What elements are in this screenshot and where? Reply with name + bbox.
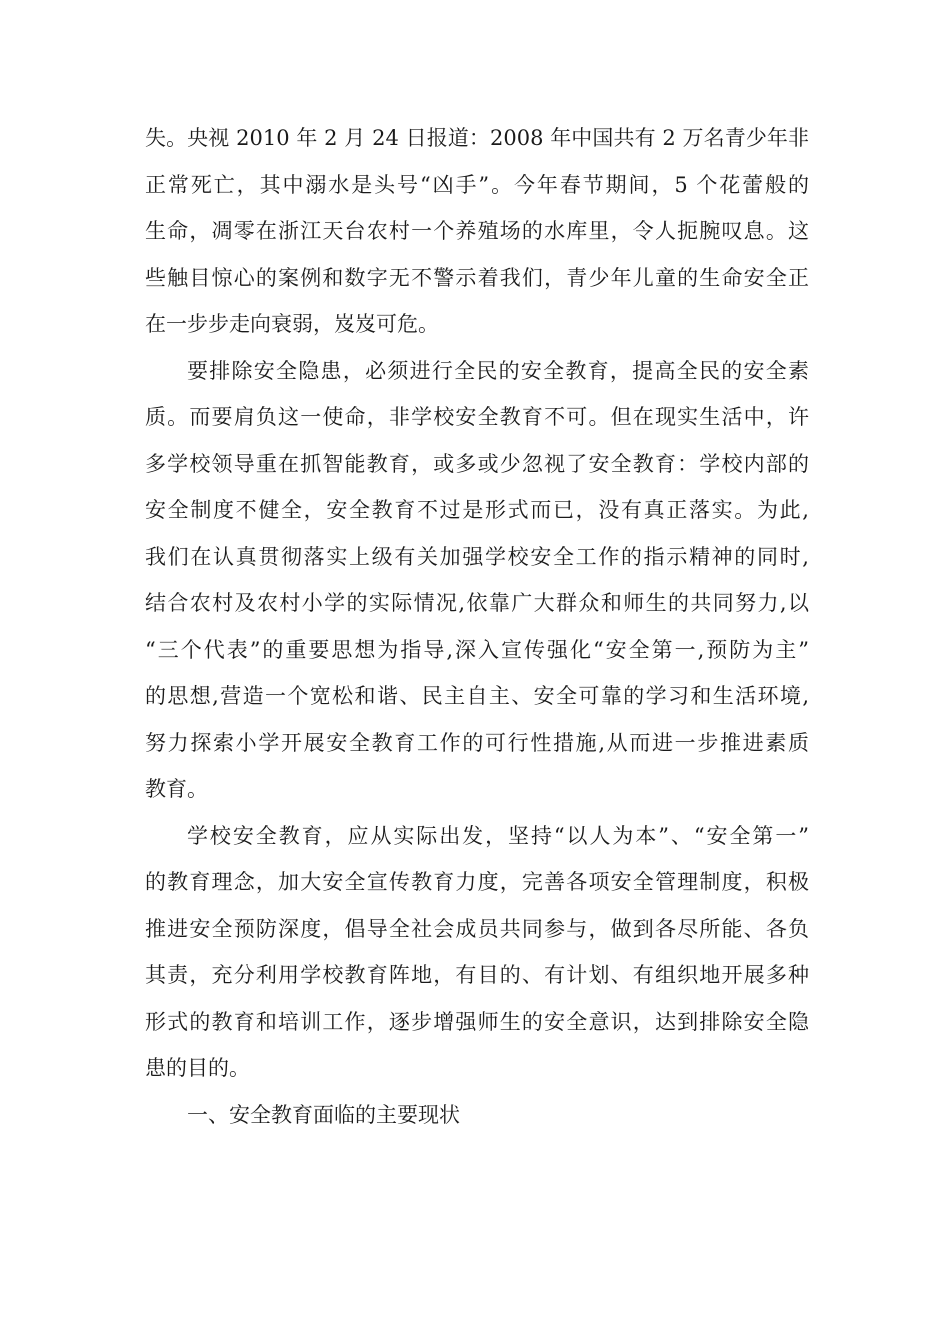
text-line: 质。而要肩负这一使命，非学校安全教育不可。但在现实生活中，许 bbox=[145, 405, 809, 429]
section-heading bbox=[145, 1092, 809, 1139]
text-line: 正常死亡，其中溺水是头号“凶手”。今年春节期间，5 个花蕾般的 bbox=[145, 172, 809, 197]
text-line: 些触目惊心的案例和数字无不警示着我们，青少年儿童的生命安全正 bbox=[145, 265, 809, 290]
text-line: 其责，充分利用学校教育阵地，有目的、有计划、有组织地开展多种 bbox=[145, 963, 809, 987]
text-line: “三个代表”的重要思想为指导,深入宣传强化“安全第一,预防为主” bbox=[145, 637, 809, 662]
text-line: 形式的教育和培训工作，逐步增强师生的安全意识，达到排除安全隐 bbox=[145, 1009, 809, 1034]
text-line: 生命，凋零在浙江天台农村一个养殖场的水库里，令人扼腕叹息。这 bbox=[145, 219, 809, 243]
text-line: 多学校领导重在抓智能教育，或多或少忽视了安全教育：学校内部的 bbox=[145, 451, 809, 476]
text-line: 推进安全预防深度，倡导全社会成员共同参与，做到各尽所能、各负 bbox=[145, 916, 809, 941]
text-line: 结合农村及农村小学的实际情况,依靠广大群众和师生的共同努力,以 bbox=[145, 591, 809, 615]
paragraph-3 bbox=[145, 813, 809, 1092]
text-line: 患的目的。 bbox=[145, 1056, 250, 1080]
paragraph-2 bbox=[145, 348, 809, 813]
text-line: 的教育理念，加大安全宣传教育力度，完善各项安全管理制度，积极 bbox=[145, 870, 809, 894]
text-line: 教育。 bbox=[145, 777, 208, 801]
text-line: 失。央视 2010 年 2 月 24 日报道：2008 年中国共有 2 万名青少年非 bbox=[145, 126, 809, 150]
text-line: 的思想,营造一个宽松和谐、民主自主、安全可靠的学习和生活环境, bbox=[145, 684, 809, 708]
document-body bbox=[145, 115, 809, 1138]
text-line: 我们在认真贯彻落实上级有关加强学校安全工作的指示精神的同时, bbox=[145, 544, 809, 569]
text-line: 在一步步走向衰弱，岌岌可危。 bbox=[145, 312, 439, 336]
text-line: 学校安全教育，应从实际出发，坚持“以人为本”、“安全第一” bbox=[187, 823, 809, 848]
text-line: 安全制度不健全，安全教育不过是形式而已，没有真正落实。为此, bbox=[145, 498, 809, 522]
heading-text: 一、安全教育面临的主要现状 bbox=[187, 1102, 460, 1127]
paragraph-1 bbox=[145, 115, 809, 348]
text-line: 努力探索小学开展安全教育工作的可行性措施,从而进一步推进素质 bbox=[145, 730, 809, 755]
text-line: 要排除安全隐患，必须进行全民的安全教育，提高全民的安全素 bbox=[187, 358, 809, 383]
